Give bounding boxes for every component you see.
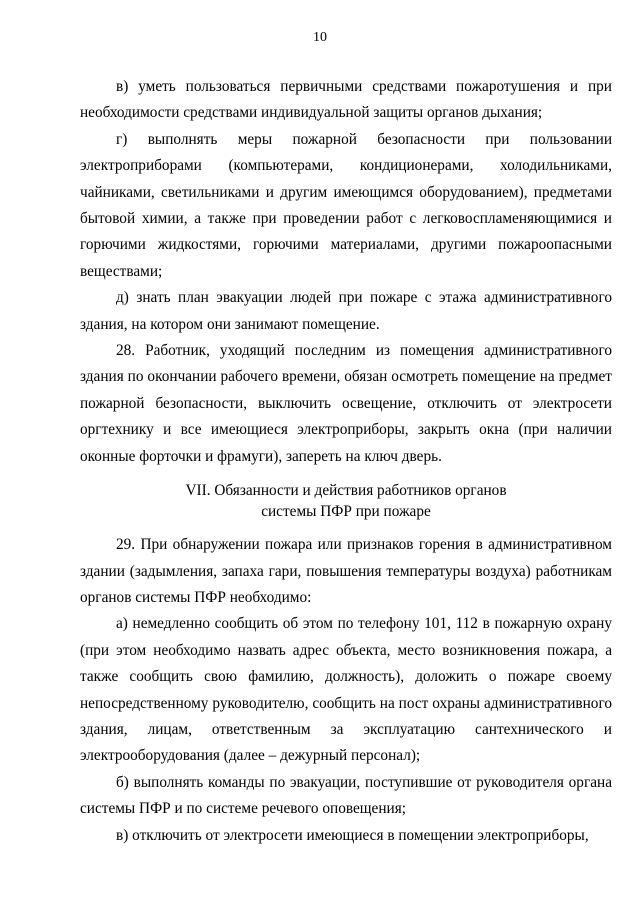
section-heading-line-1: VII. Обязанности и действия работников органов xyxy=(185,482,507,500)
document-body xyxy=(80,74,612,849)
paragraph-a-report-fire: а) немедленно сообщить об этом по телефону 101, 112 в пожарную охрану (при этом необходимо назвать адрес объекта, место возникновения пожара, а также сообщить свою фамилию, должность), доложить о пожаре своему непосредственному руководителю, сообщить на пост охраны административного здания, лицам, ответственным за эксплуатацию сантехнического и электрооборудования (далее – дежурный персонал); xyxy=(80,615,612,765)
paragraph-g-safety-measures: г) выполнять меры пожарной безопасности при пользовании электроприборами (компьютерами, кондиционерами, холодильниками, чайниками, светильниками и другим имеющимся оборудованием), предметами бытовой химии, а также при проведении работ с легковоспламеняющимися и горючими жидкостями, горючими материалами, другими пожароопасными веществами; xyxy=(80,130,612,280)
paragraph-v-disconnect-devices: в) отключить от электросети имеющиеся в помещении электроприборы, xyxy=(116,826,589,844)
paragraph-29-fire-detection: 29. При обнаружении пожара или признаков горения в административном здании (задымления, запаха гари, повышения температуры воздуха) работникам органов системы ПФР необходимо: xyxy=(80,536,612,606)
page-number: 10 xyxy=(313,30,327,45)
paragraph-d-evacuation-plan: д) знать план эвакуации людей при пожаре с этажа административного здания, на котором они занимают помещение. xyxy=(80,289,612,333)
paragraph-28-last-worker: 28. Работник, уходящий последним из помещения административного здания по окончании рабочего времени, обязан осмотреть помещение на предмет пожарной безопасности, выключить освещение, отключить от электросети оргтехнику и все имеющиеся электроприборы, закрыть окна (при наличии оконные форточки и фрамуги), запереть на ключ дверь. xyxy=(80,342,612,465)
section-heading xyxy=(80,480,612,522)
paragraph-b-follow-commands: б) выполнять команды по эвакуации, поступившие от руководителя органа системы ПФР и по системе речевого оповещения; xyxy=(80,773,612,818)
section-heading-line-2: системы ПФР при пожаре xyxy=(261,503,431,521)
paragraph-v-fire-equipment: в) уметь пользоваться первичными средствами пожаротушения и при необходимости средствами индивидуальной защиты органов дыхания; xyxy=(80,78,612,122)
